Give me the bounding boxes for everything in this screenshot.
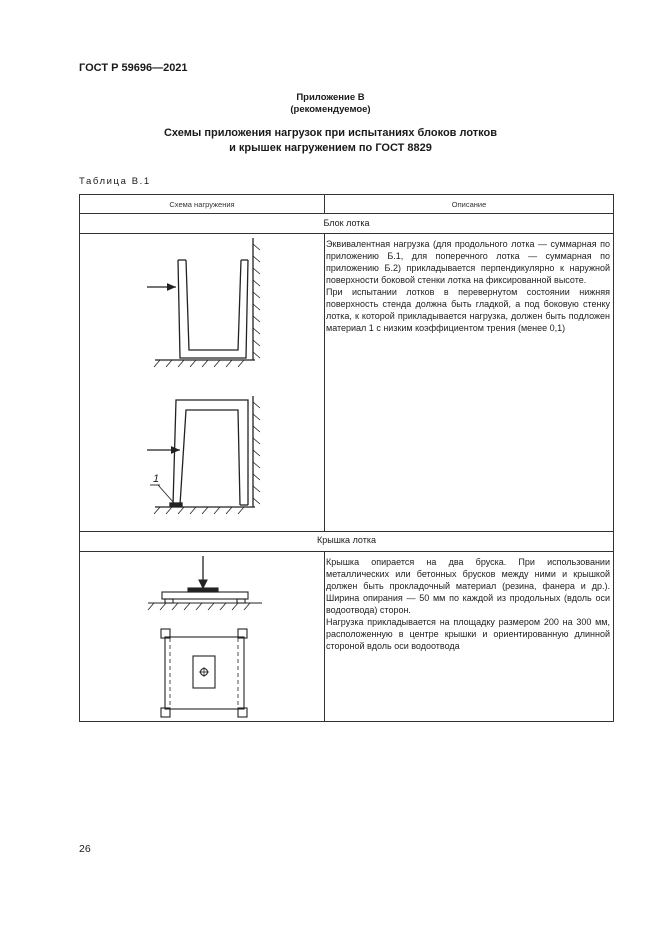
material-marker: 1 [153, 473, 160, 485]
appendix-heading-line2: и крышек нагружением по ГОСТ 8829 [229, 142, 432, 154]
column-header-description: Описание [451, 200, 487, 209]
section-title-cover: Крышка лотка [316, 535, 376, 545]
description-paragraph: При испытании лотков в перевернутом состоянии нижняя поверхность стенда должна быть гладкой, а под боковую стенку лотка, к которой прикладывается нагрузка, должен быть подложен материал 1 с низким коэффициентом трения (менее 0,1) [326, 287, 610, 333]
document-code: ГОСТ Р 59696—2021 [79, 62, 188, 74]
description-paragraph: Эквивалентная нагрузка (для продольного лотка — суммарная по приложению Б.1, для поперечного лотка — суммарная по приложению Б.2) прикладывается перпендикулярно к наружной поверхности боковой стенки лотка на фиксированной высоте. [326, 239, 610, 285]
appendix-title: Приложение В [296, 92, 365, 103]
description-paragraph: Нагрузка прикладывается на площадку размером 200 на 300 мм, расположенную в центре крышки и ориентированную длинной стороной вдоль оси водоотвода [326, 617, 610, 651]
section-title-block: Блок лотка [323, 218, 370, 228]
page-number: 26 [79, 843, 91, 855]
description-paragraph: Крышка опирается на два бруска. При использовании металлических или бетонных брусков между ними и крышкой должен быть прокладочный материал (резина, фанера и др.). Ширина опирания — 50 мм по каждой из продольных (вдоль оси водоотвода) сторон. [326, 557, 610, 615]
appendix-type: (рекомендуемое) [290, 104, 371, 115]
appendix-heading-line1: Схемы приложения нагрузок при испытаниях блоков лотков [163, 127, 497, 139]
column-header-scheme: Схема нагружения [169, 200, 235, 209]
table-caption: Таблица В.1 [79, 176, 151, 187]
